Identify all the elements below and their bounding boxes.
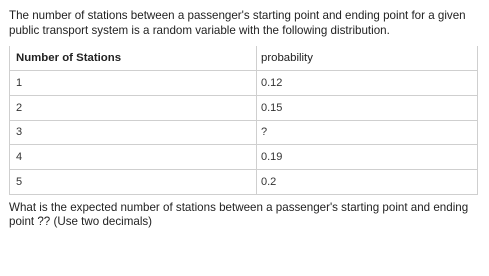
table-row bbox=[10, 145, 478, 170]
probability-distribution-table bbox=[9, 46, 478, 195]
stations-cell: 2 bbox=[10, 95, 257, 120]
probability-cell: 0.19 bbox=[257, 145, 478, 170]
stations-cell: 5 bbox=[10, 170, 257, 195]
header-probability: probability bbox=[257, 46, 478, 71]
stations-cell: 3 bbox=[10, 120, 257, 145]
stations-cell: 1 bbox=[10, 71, 257, 96]
probability-cell: 0.2 bbox=[257, 170, 478, 195]
table-row bbox=[10, 120, 478, 145]
probability-cell: ? bbox=[257, 120, 478, 145]
stations-cell: 4 bbox=[10, 145, 257, 170]
table-row bbox=[10, 95, 478, 120]
table-header-row bbox=[10, 46, 478, 71]
probability-cell: 0.15 bbox=[257, 95, 478, 120]
problem-intro: The number of stations between a passenger's starting point and ending point for a given public transport system is a random variable with the following distribution. bbox=[9, 9, 466, 37]
probability-cell: 0.12 bbox=[257, 71, 478, 96]
table-row bbox=[10, 71, 478, 96]
question-text: What is the expected number of stations between a passenger's starting point and ending point ?? (Use two decimals) bbox=[9, 201, 469, 228]
table-row bbox=[10, 170, 478, 195]
header-number-of-stations: Number of Stations bbox=[10, 46, 257, 71]
